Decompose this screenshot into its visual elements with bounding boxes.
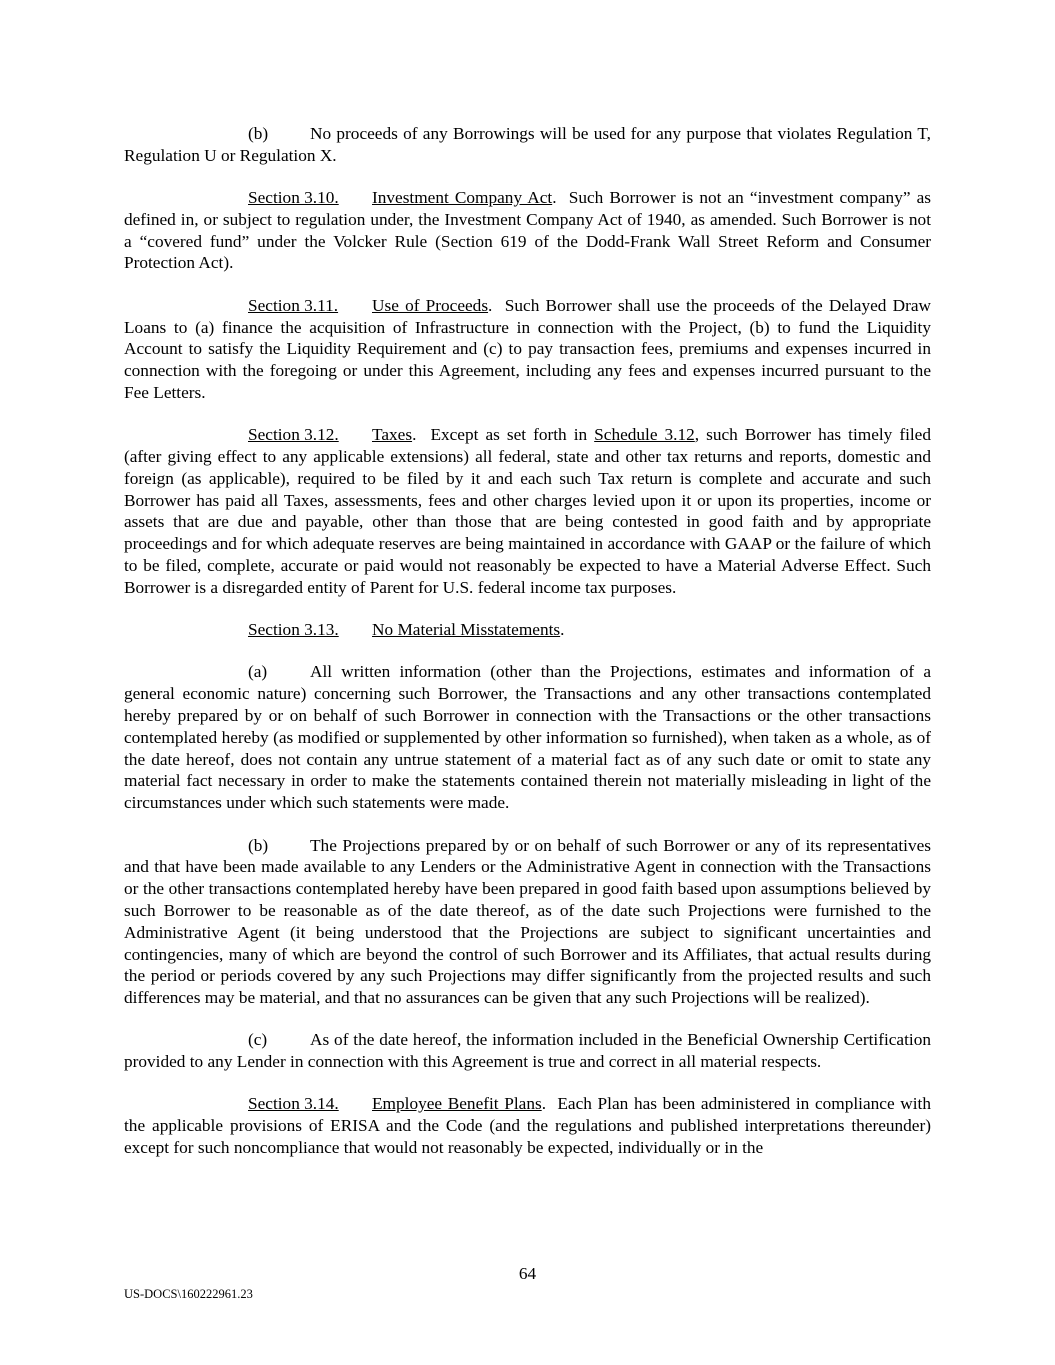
paragraph-3-13-b [124,835,931,1009]
section-number: Section 3.11. [248,295,339,315]
paragraph-text: All written information (other than the Projections, estimates and information of a general economic nature) concerning such Borrower, the Transactions and any other transactions contemplated hereby prepared by or on behalf of such Borrower in connection with the Transactions or the other transactions contemplated hereby (as modified or supplemented by other information so furnished), when taken as a whole, as of the date hereof, does not contain any untrue statement of a material fact as of any such date or omit to state any material fact necessary in order to make the statements contained therein not materially misleading in light of the circumstances under which such statements were made. [124,662,931,813]
clause-label: (b) [248,835,269,855]
schedule-reference: Schedule 3.12 [594,425,695,445]
clause-label: (c) [248,1030,268,1050]
section-number: Section 3.14. [248,1094,339,1114]
paragraph-3-9-b [124,123,931,167]
section-title-punct: . [560,620,565,640]
document-id: US-DOCS\160222961.23 [124,1287,253,1301]
page-number: 64 [518,1264,537,1283]
paragraph-text-before: Except as set forth in [430,425,588,445]
paragraph-text: Each Plan has been administered in compliance with the applicable provisions of ERISA and the Code (and the regulations and published interpretations thereunder) except for such noncompliance that would not reasonably be expected, individually or in the [124,1094,931,1158]
section-number: Section 3.10. [248,188,339,208]
paragraph-3-13-a [124,661,931,814]
section-title-punct: . [412,425,417,445]
section-number: Section 3.13. [248,620,339,640]
section-title-punct: . [552,188,557,208]
section-3-10 [124,187,931,274]
section-title: Investment Company Act [372,188,553,208]
paragraph-text: No proceeds of any Borrowings will be used for any purpose that violates Regulation T, Regulation U or Regulation X. [124,124,931,165]
section-title: No Material Misstatements [372,620,561,640]
paragraph-text: The Projections prepared by or on behalf of such Borrower or any of its representatives and that have been made available to any Lenders or the Administrative Agent in connection with the Transactions or the other transactions contemplated hereby have been prepared in good faith based upon assumptions believed by such Borrower to be reasonable as of the date thereof, as of the date such Projections were furnished to the Administrative Agent (it being understood that the Projections are subject to significant uncertainties and contingencies, many of which are beyond the control of such Borrower and its Affiliates, that actual results during the period or periods covered by any such Projections may differ significantly from the projected results and such differences may be material, and that no assurances can be given that any such Projections will be realized). [124,835,931,1008]
paragraph-3-13-c [124,1029,931,1073]
section-title-punct: . [488,295,493,315]
section-title-punct: . [541,1094,547,1114]
clause-label: (a) [248,662,268,682]
paragraph-text: Such Borrower shall use the proceeds of the Delayed Draw Loans to (a) finance the acquisition of Infrastructure in connection with the Project, (b) to fund the Liquidity Account to satisfy the Liquidity Requirement and (c) to pay transaction fees, premiums and expenses incurred in connection with the foregoing or under this Agreement, including any fees and expenses incurred pursuant to the Fee Letters. [124,295,931,402]
clause-label: (b) [248,124,269,143]
paragraph-text: Such Borrower is not an “investment company” as defined in, or subject to regulation under, the Investment Company Act of 1940, as amended. Such Borrower is not a “covered fund” under the Volcker Rule (Section 619 of the Dodd-Frank Wall Street Reform and Consumer Protection Act). [124,188,931,273]
section-3-12 [124,424,931,598]
section-3-11 [124,295,931,404]
section-title: Employee Benefit Plans [372,1094,542,1114]
section-title: Use of Proceeds [372,295,489,315]
section-title: Taxes [372,425,413,445]
document-body [124,123,931,1179]
section-number: Section 3.12. [248,425,339,445]
paragraph-text: , such Borrower has timely filed (after giving effect to any applicable extensions) all federal, state and other tax returns and reports, domestic and foreign (as applicable), required to be filed by it and each such Tax return is complete and accurate and such Borrower has paid all Taxes, assessments, fees and other charges levied upon it or upon its properties, income or assets that are due and payable, other than those that are being contested in good faith and by appropriate proceedings and for which adequate reserves are being maintained in accordance with GAAP or the failure of which to be filed, complete, accurate or paid would not reasonably be expected to have a Material Adverse Effect. Such Borrower is a disregarded entity of Parent for U.S. federal income tax purposes. [124,425,931,597]
paragraph-text: As of the date hereof, the information included in the Beneficial Ownership Certification provided to any Lender in connection with this Agreement is true and correct in all material respects. [124,1030,931,1072]
section-3-14 [124,1093,931,1158]
section-3-13 [124,619,931,641]
